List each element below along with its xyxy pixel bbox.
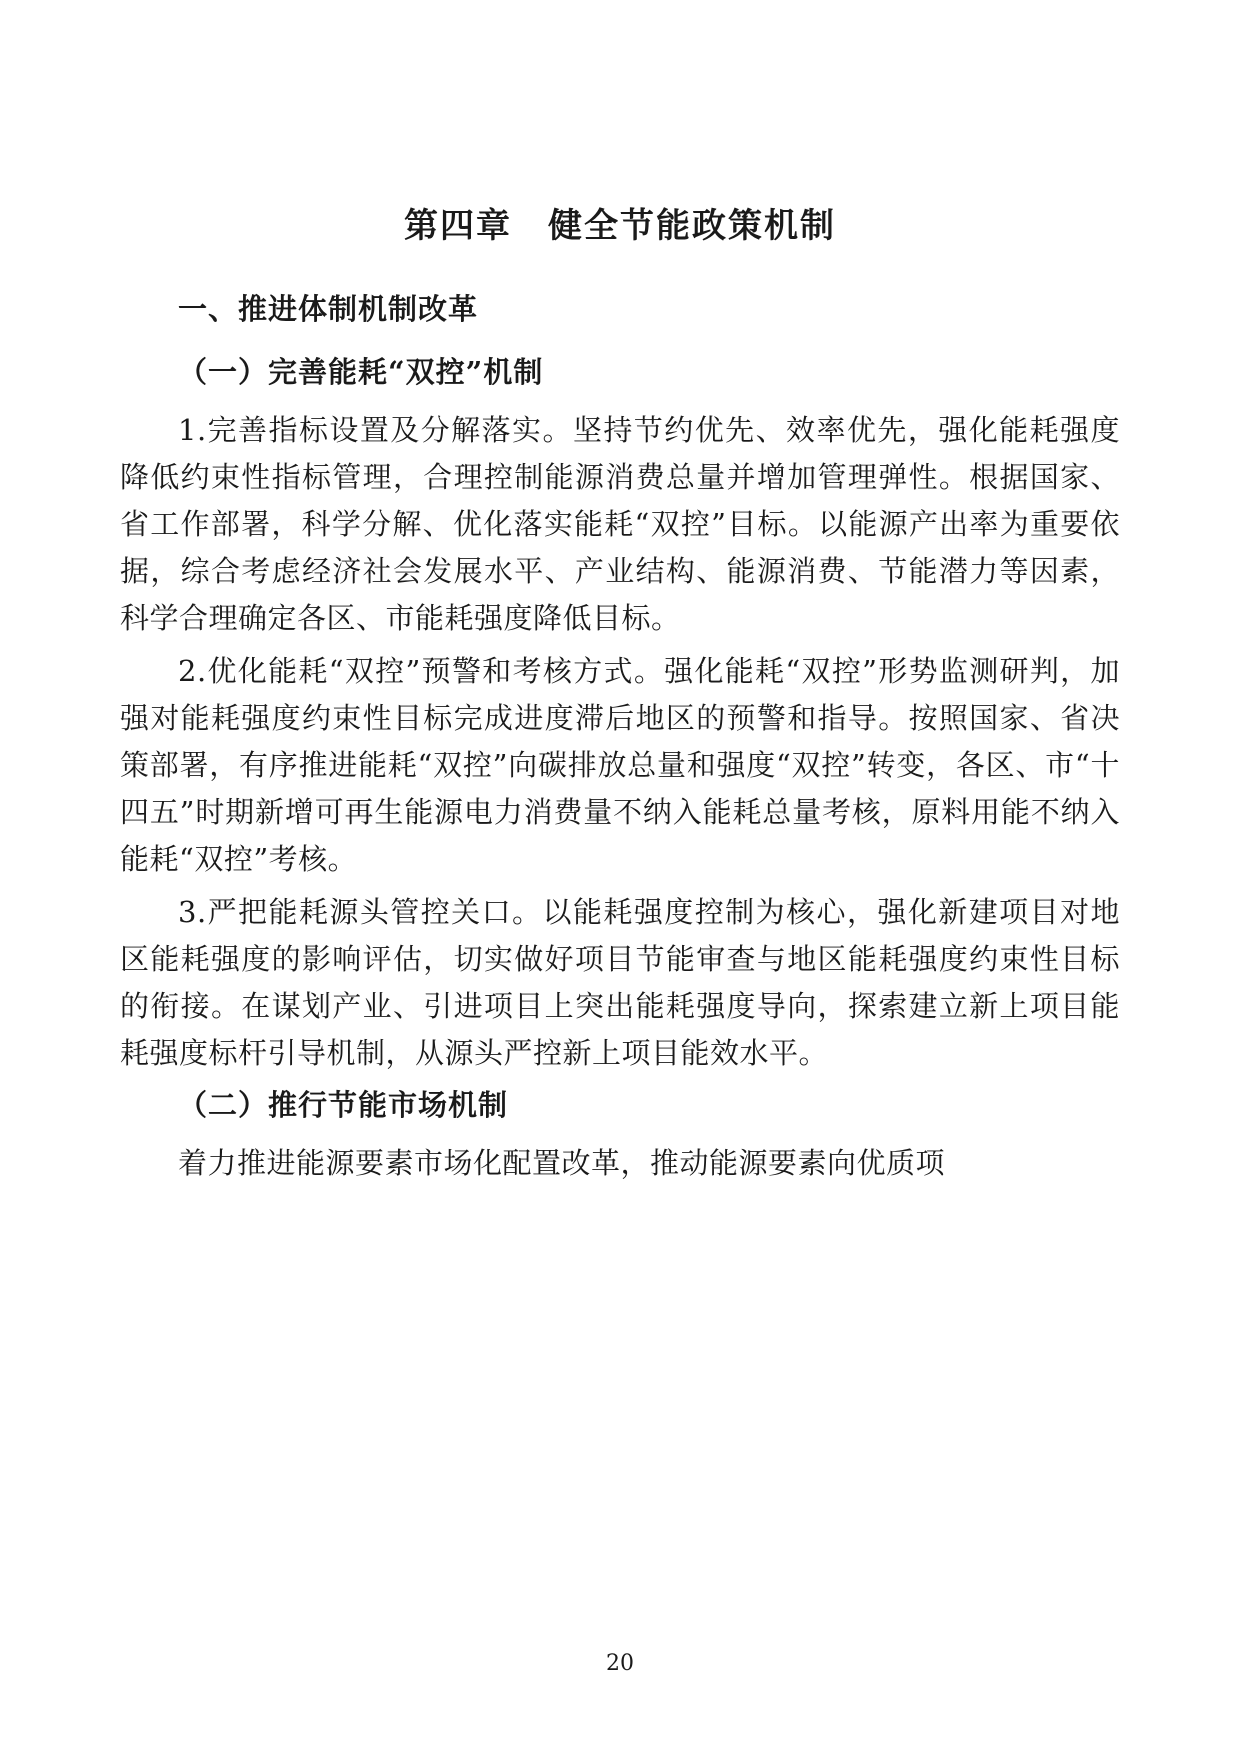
section-heading: 一、推进体制机制改革 — [178, 292, 479, 326]
page-number: 20 — [606, 1651, 634, 1676]
paragraph: 1.完善指标设置及分解落实。坚持节约优先、效率优先，强化能耗强度降低约束性指标管理，合理控制能源消费总量并增加管理弹性。根据国家、省工作部署，科学分解、优化落实能耗“双控”目标。以能源产出率为重要依据，综合考虑经济社会发展水平、产业结构、能源消费、节能潜力等因素，科学合理确定各区、市能耗强度降低目标。 — [120, 413, 1120, 635]
subsection-heading-one: （一）完善能耗“双控”机制 — [178, 355, 544, 389]
paragraph: 2.优化能耗“双控”预警和考核方式。强化能耗“双控”形势监测研判，加强对能耗强度约束性目标完成进度滞后地区的预警和指导。按照国家、省决策部署，有序推进能耗“双控”向碳排放总量和强度“双控”转变，各区、市“十四五”时期新增可再生能源电力消费量不纳入能耗总量考核，原料用能不纳入能耗“双控”考核。 — [120, 653, 1120, 876]
paragraph: 3.严把能耗源头管控关口。以能耗强度控制为核心，强化新建项目对地区能耗强度的影响评估，切实做好项目节能审查与地区能耗强度约束性目标的衔接。在谋划产业、引进项目上突出能耗强度导向，探索建立新上项目能耗强度标杆引导机制，从源头严控新上项目能效水平。 — [120, 894, 1120, 1070]
chapter-title: 第四章 健全节能政策机制 — [404, 206, 836, 246]
paragraph: 着力推进能源要素市场化配置改革，推动能源要素向优质项 — [178, 1145, 946, 1180]
subsection-heading-two: （二）推行节能市场机制 — [178, 1087, 509, 1122]
